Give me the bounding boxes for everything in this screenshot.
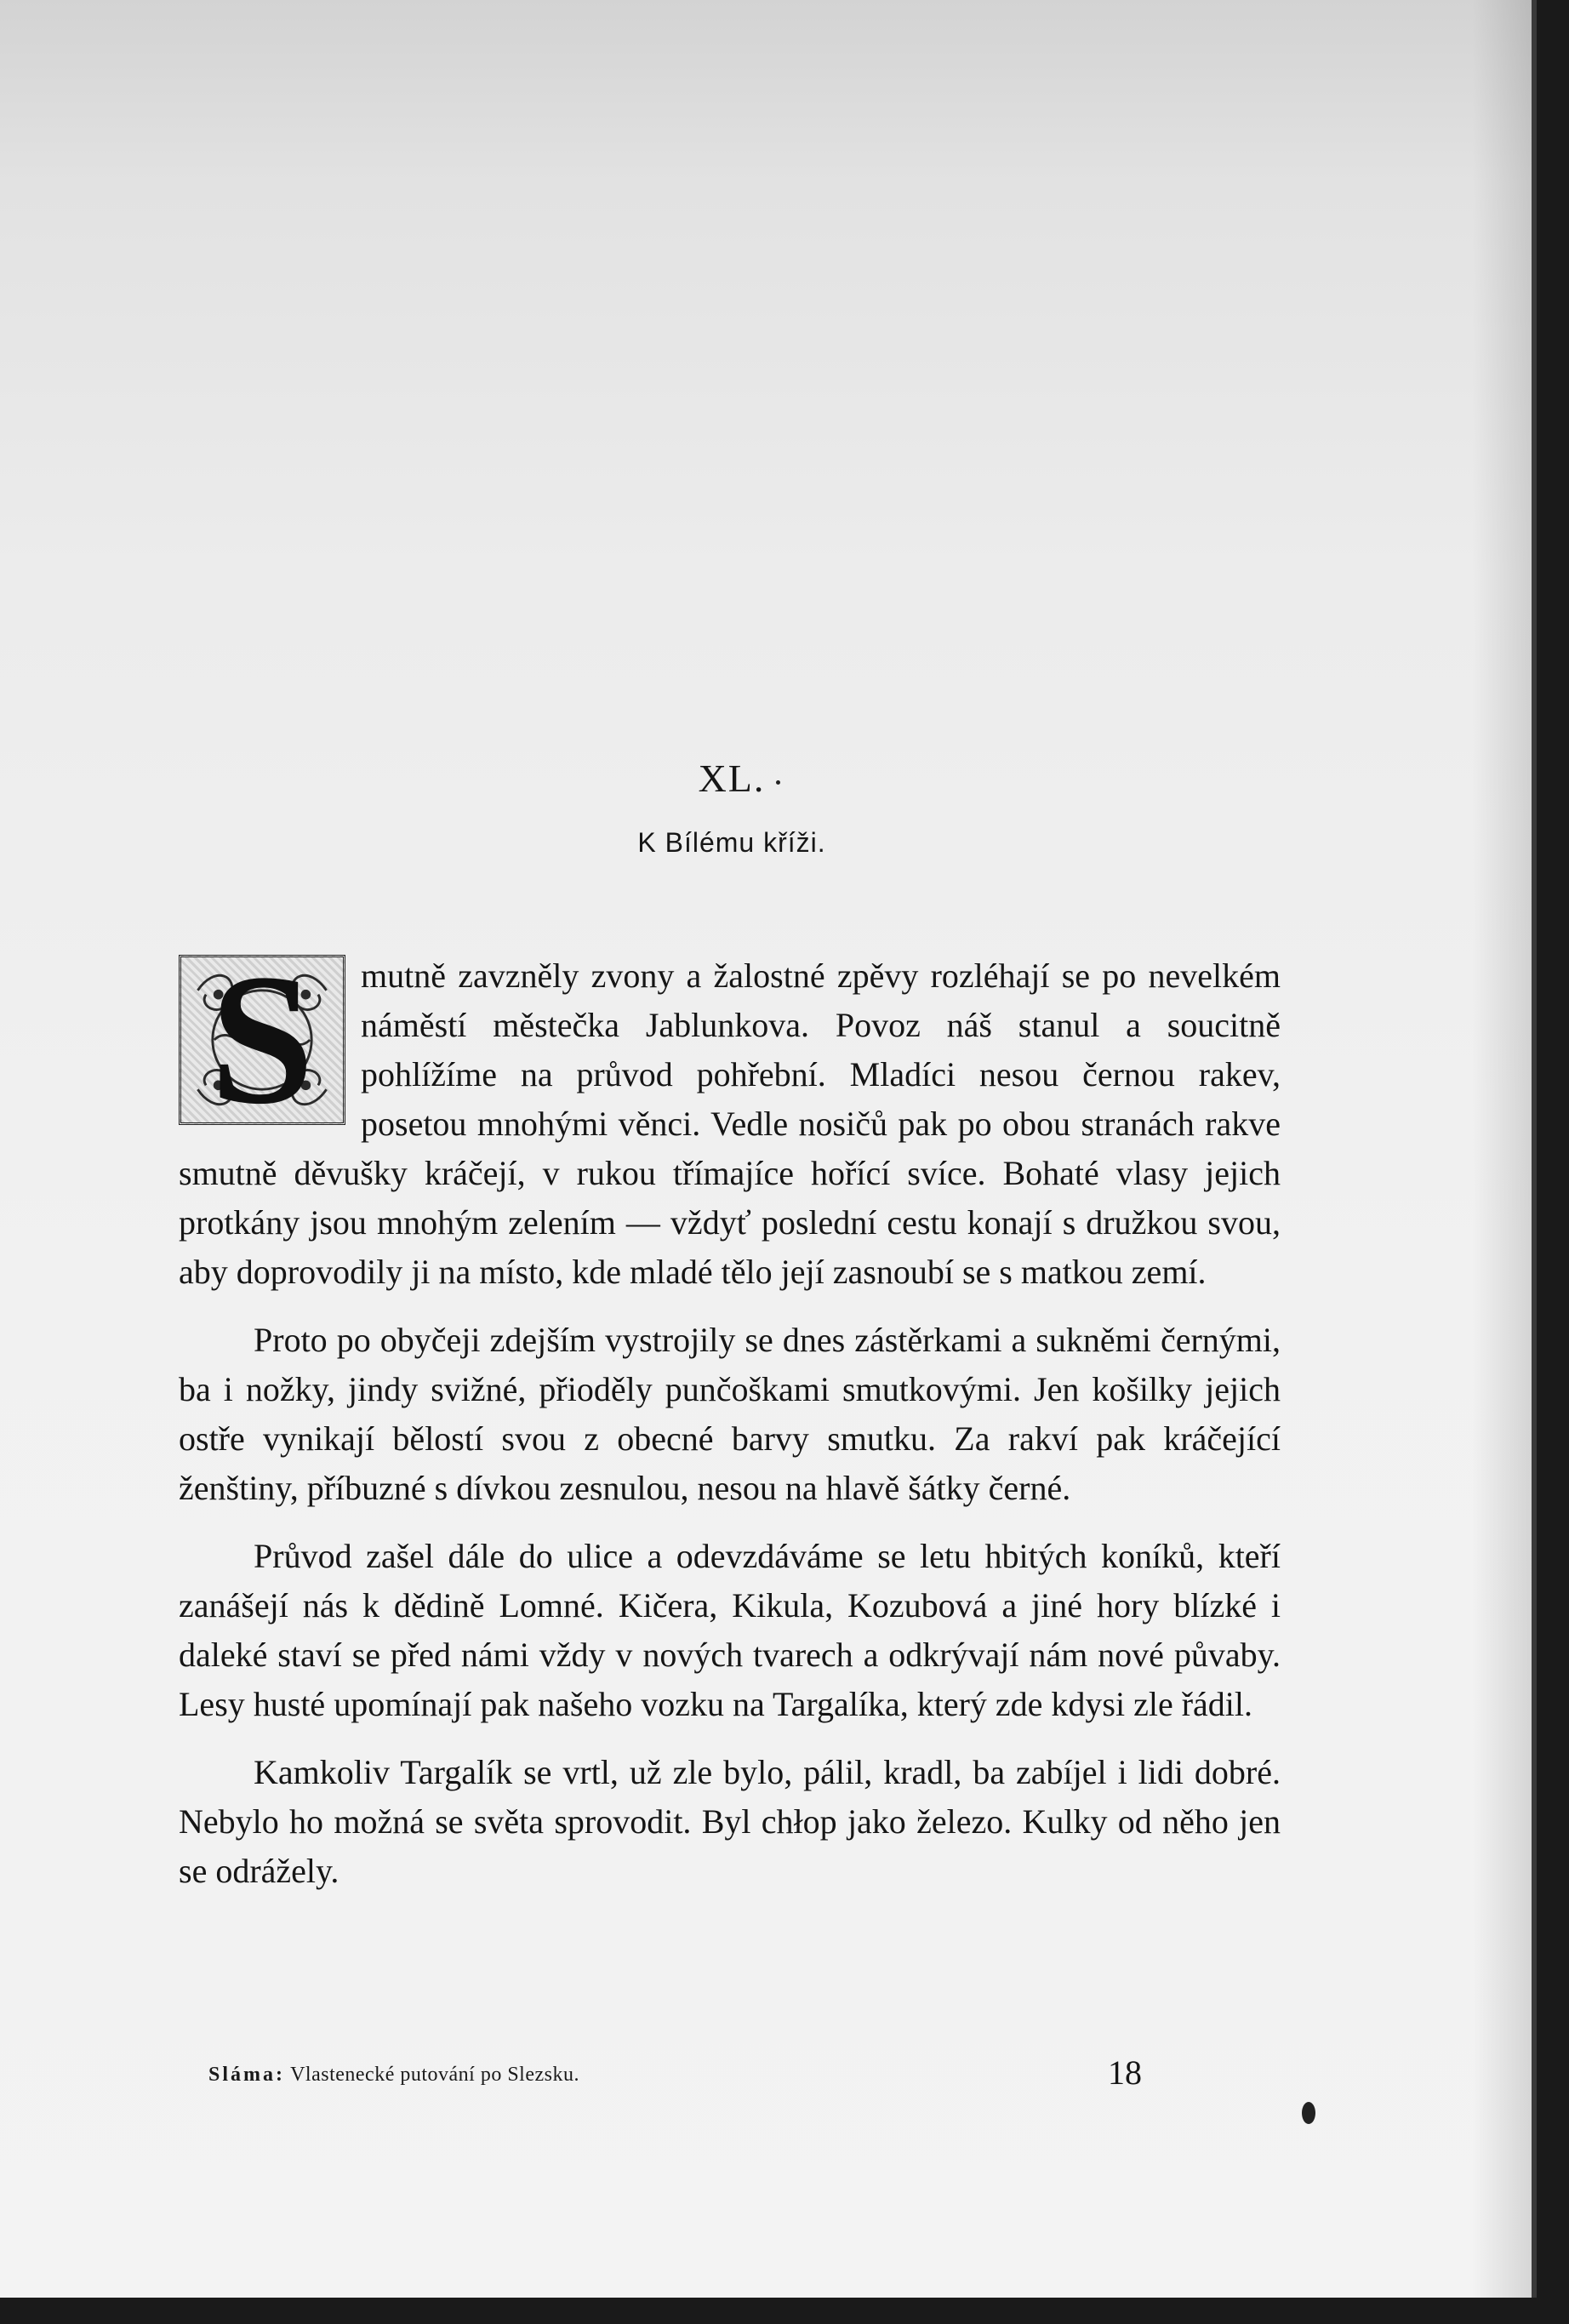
paragraph-1 bbox=[179, 951, 1281, 1297]
chapter-title: K Bílému kříži. bbox=[637, 827, 826, 858]
footer-book-title: Vlastenecké putování po Slezsku. bbox=[290, 2064, 579, 2086]
ink-speck bbox=[1302, 2102, 1315, 2124]
ornamental-initial bbox=[179, 955, 345, 1125]
paragraph-3: Průvod zašel dále do ulice a odevzdáváme se letu hbitých koníků, kteří zanášejí nás k dědině Lomné. Kičera, Kikula, Kozubová a jiné hory blízké i daleké staví se před námi vždy v nových tvarech a odkrývají nám nové půvaby. Lesy husté upomínají pak našeho vozku na Targalíka, který zde kdysi zle řádil. bbox=[179, 1537, 1281, 1723]
drop-cap-letter: S bbox=[209, 955, 315, 1125]
page-number: 18 bbox=[1108, 2053, 1142, 2092]
body-text bbox=[179, 951, 1281, 1915]
paragraph-2: Proto po obyčeji zdejším vystrojily se dnes zástěrkami a sukněmi černými, ba i nožky, jindy svižné, přioděly punčoškami smutkovými. Jen košilky jejich ostře vynikají bělostí svou z obecné barvy smutku. Za rakví pak kráčející ženštiny, příbuzné s dívkou zesnulou, nesou na hlavě šátky černé. bbox=[179, 1321, 1281, 1507]
paragraph-1-text: mutně zavzněly zvony a žalostné zpěvy rozléhají se po nevelkém náměstí městečka Jablunkova. Povoz náš stanul a soucitně pohlížíme na průvod pohřební. Mladíci nesou černou rakev, posetou mnohými věnci. Vedle nosičů pak po obou stranách rakve smutně děvušky kráčejí, v rukou třímajíce hořící svíce. Bohaté vlasy jejich protkány jsou mnohým zelením — vždyť poslední cestu konají s družkou svou, aby doprovodily ji na místo, kde mladé tělo její zasnoubí se s matkou zemí. bbox=[179, 956, 1281, 1291]
paragraph-4: Kamkoliv Targalík se vrtl, už zle bylo, pálil, kradl, ba zabíjel i lidi dobré. Nebylo ho možná se světa sprovodit. Byl chłop jako železo. Kulky od něho jen se odrážely. bbox=[179, 1753, 1281, 1890]
running-footer bbox=[208, 2064, 579, 2087]
chapter-number: XL. bbox=[698, 757, 766, 800]
footer-author: Sláma: bbox=[208, 2064, 285, 2086]
ink-speck bbox=[776, 780, 780, 785]
